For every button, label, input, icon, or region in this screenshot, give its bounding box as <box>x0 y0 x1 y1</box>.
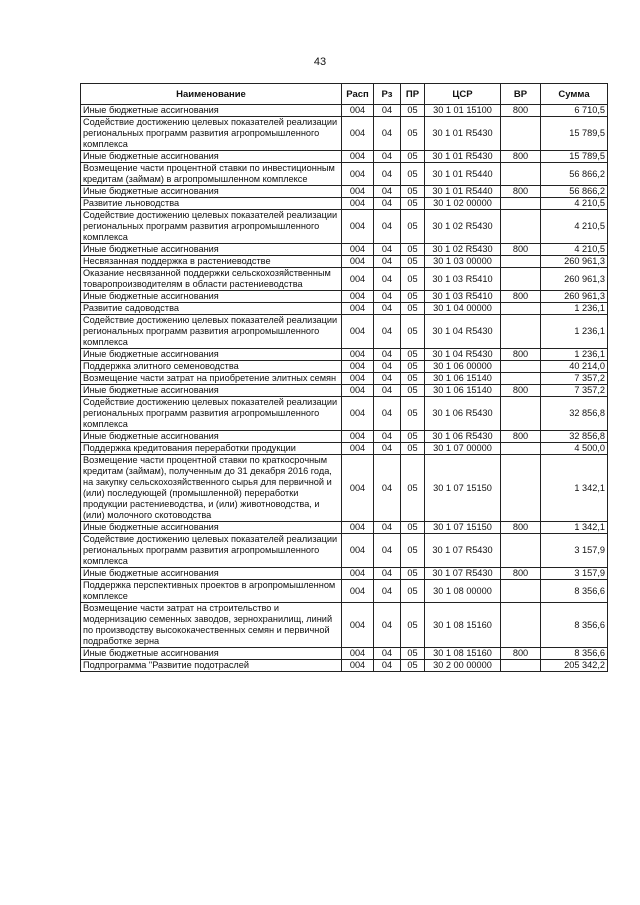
table-body <box>81 105 608 672</box>
cell-rasp: 004 <box>342 534 374 568</box>
cell-pr: 05 <box>401 105 425 117</box>
table-row <box>81 268 608 291</box>
cell-csr: 30 1 07 R5430 <box>425 534 501 568</box>
cell-pr: 05 <box>401 385 425 397</box>
cell-csr: 30 1 01 R5440 <box>425 163 501 186</box>
cell-pr: 05 <box>401 580 425 603</box>
cell-rasp: 004 <box>342 117 374 151</box>
table-row <box>81 244 608 256</box>
cell-vr: 800 <box>501 291 541 303</box>
cell-rasp: 004 <box>342 268 374 291</box>
cell-csr: 30 1 01 15100 <box>425 105 501 117</box>
cell-rasp: 004 <box>342 244 374 256</box>
header-pr: ПР <box>401 84 425 105</box>
cell-rasp: 004 <box>342 291 374 303</box>
table-row <box>81 151 608 163</box>
table-row <box>81 163 608 186</box>
cell-csr: 30 1 06 R5430 <box>425 397 501 431</box>
table-row <box>81 303 608 315</box>
cell-name: Содействие достижению целевых показателей реализации региональных программ развития агропромышленного комплекса <box>81 210 342 244</box>
table-row <box>81 443 608 455</box>
cell-rasp: 004 <box>342 210 374 244</box>
cell-csr: 30 1 07 15150 <box>425 455 501 522</box>
cell-rasp: 004 <box>342 603 374 648</box>
cell-vr <box>501 580 541 603</box>
cell-name: Содействие достижению целевых показателей реализации региональных программ развития агропромышленного комплекса <box>81 315 342 349</box>
table-row <box>81 256 608 268</box>
cell-vr <box>501 210 541 244</box>
cell-rz: 04 <box>374 198 401 210</box>
cell-rz: 04 <box>374 455 401 522</box>
cell-csr: 30 1 07 00000 <box>425 443 501 455</box>
table-row <box>81 580 608 603</box>
cell-vr <box>501 455 541 522</box>
cell-rz: 04 <box>374 186 401 198</box>
cell-pr: 05 <box>401 315 425 349</box>
cell-csr: 30 1 06 00000 <box>425 361 501 373</box>
table-row <box>81 105 608 117</box>
cell-vr: 800 <box>501 568 541 580</box>
cell-rasp: 004 <box>342 361 374 373</box>
cell-csr: 30 1 01 R5440 <box>425 186 501 198</box>
cell-sum: 8 356,6 <box>541 580 608 603</box>
header-csr: ЦСР <box>425 84 501 105</box>
table-row <box>81 385 608 397</box>
cell-sum: 1 342,1 <box>541 455 608 522</box>
cell-pr: 05 <box>401 443 425 455</box>
cell-rasp: 004 <box>342 568 374 580</box>
header-rz: Рз <box>374 84 401 105</box>
cell-rz: 04 <box>374 315 401 349</box>
cell-rz: 04 <box>374 522 401 534</box>
cell-name: Содействие достижению целевых показателей реализации региональных программ развития агропромышленного комплекса <box>81 397 342 431</box>
cell-rz: 04 <box>374 303 401 315</box>
page-number: 43 <box>313 56 327 68</box>
cell-rz: 04 <box>374 648 401 660</box>
cell-vr <box>501 443 541 455</box>
cell-pr: 05 <box>401 522 425 534</box>
cell-sum: 260 961,3 <box>541 291 608 303</box>
cell-pr: 05 <box>401 291 425 303</box>
cell-sum: 8 356,6 <box>541 603 608 648</box>
cell-rasp: 004 <box>342 443 374 455</box>
cell-rz: 04 <box>374 163 401 186</box>
cell-rz: 04 <box>374 291 401 303</box>
cell-name: Поддержка элитного семеноводства <box>81 361 342 373</box>
cell-rasp: 004 <box>342 660 374 672</box>
cell-pr: 05 <box>401 455 425 522</box>
cell-name: Иные бюджетные ассигнования <box>81 522 342 534</box>
cell-csr: 30 1 06 15140 <box>425 385 501 397</box>
cell-sum: 6 710,5 <box>541 105 608 117</box>
cell-csr: 30 1 06 R5430 <box>425 431 501 443</box>
table-row <box>81 568 608 580</box>
cell-name: Содействие достижению целевых показателей реализации региональных программ развития агропромышленного комплекса <box>81 117 342 151</box>
cell-rasp: 004 <box>342 373 374 385</box>
cell-csr: 30 1 06 15140 <box>425 373 501 385</box>
cell-sum: 1 236,1 <box>541 315 608 349</box>
cell-rz: 04 <box>374 244 401 256</box>
cell-sum: 4 210,5 <box>541 244 608 256</box>
cell-name: Иные бюджетные ассигнования <box>81 385 342 397</box>
cell-pr: 05 <box>401 603 425 648</box>
cell-rasp: 004 <box>342 256 374 268</box>
cell-csr: 30 1 07 R5430 <box>425 568 501 580</box>
table-row <box>81 603 608 648</box>
cell-sum: 32 856,8 <box>541 431 608 443</box>
cell-vr <box>501 303 541 315</box>
cell-vr: 800 <box>501 244 541 256</box>
cell-sum: 7 357,2 <box>541 385 608 397</box>
cell-sum: 4 500,0 <box>541 443 608 455</box>
cell-name: Развитие садоводства <box>81 303 342 315</box>
cell-name: Иные бюджетные ассигнования <box>81 291 342 303</box>
cell-sum: 260 961,3 <box>541 268 608 291</box>
cell-pr: 05 <box>401 151 425 163</box>
cell-rz: 04 <box>374 397 401 431</box>
cell-vr: 800 <box>501 186 541 198</box>
cell-rz: 04 <box>374 443 401 455</box>
cell-rasp: 004 <box>342 455 374 522</box>
cell-rz: 04 <box>374 117 401 151</box>
cell-name: Иные бюджетные ассигнования <box>81 151 342 163</box>
cell-rz: 04 <box>374 534 401 568</box>
cell-name: Иные бюджетные ассигнования <box>81 186 342 198</box>
cell-pr: 05 <box>401 268 425 291</box>
table-row <box>81 186 608 198</box>
cell-sum: 56 866,2 <box>541 186 608 198</box>
cell-pr: 05 <box>401 198 425 210</box>
cell-sum: 7 357,2 <box>541 373 608 385</box>
cell-rasp: 004 <box>342 522 374 534</box>
cell-sum: 4 210,5 <box>541 198 608 210</box>
cell-vr <box>501 534 541 568</box>
cell-sum: 205 342,2 <box>541 660 608 672</box>
cell-vr: 800 <box>501 522 541 534</box>
cell-name: Иные бюджетные ассигнования <box>81 244 342 256</box>
cell-csr: 30 1 08 15160 <box>425 648 501 660</box>
table-row <box>81 291 608 303</box>
cell-csr: 30 1 04 00000 <box>425 303 501 315</box>
cell-rasp: 004 <box>342 397 374 431</box>
cell-vr <box>501 117 541 151</box>
cell-rz: 04 <box>374 580 401 603</box>
table-row <box>81 455 608 522</box>
cell-vr <box>501 603 541 648</box>
cell-vr <box>501 198 541 210</box>
cell-vr: 800 <box>501 431 541 443</box>
cell-sum: 1 236,1 <box>541 303 608 315</box>
table-row <box>81 431 608 443</box>
cell-rasp: 004 <box>342 163 374 186</box>
cell-pr: 05 <box>401 361 425 373</box>
cell-csr: 30 1 01 R5430 <box>425 151 501 163</box>
cell-name: Иные бюджетные ассигнования <box>81 105 342 117</box>
cell-name: Иные бюджетные ассигнования <box>81 568 342 580</box>
cell-csr: 30 1 08 00000 <box>425 580 501 603</box>
cell-vr <box>501 660 541 672</box>
cell-rasp: 004 <box>342 186 374 198</box>
cell-name: Иные бюджетные ассигнования <box>81 349 342 361</box>
cell-pr: 05 <box>401 397 425 431</box>
cell-sum: 1 342,1 <box>541 522 608 534</box>
cell-name: Иные бюджетные ассигнования <box>81 431 342 443</box>
cell-sum: 8 356,6 <box>541 648 608 660</box>
cell-pr: 05 <box>401 210 425 244</box>
table-row <box>81 522 608 534</box>
table-row <box>81 210 608 244</box>
cell-pr: 05 <box>401 568 425 580</box>
cell-name: Поддержка перспективных проектов в агропромышленном комплексе <box>81 580 342 603</box>
cell-name: Поддержка кредитования переработки продукции <box>81 443 342 455</box>
cell-rasp: 004 <box>342 315 374 349</box>
header-name: Наименование <box>81 84 342 105</box>
cell-rz: 04 <box>374 361 401 373</box>
cell-sum: 260 961,3 <box>541 256 608 268</box>
cell-sum: 40 214,0 <box>541 361 608 373</box>
cell-name: Возмещение части затрат на строительство и модернизацию семенных заводов, зернохранилищ, линий по производству высококачественных семян и первичной подработке зерна <box>81 603 342 648</box>
cell-csr: 30 1 01 R5430 <box>425 117 501 151</box>
table-row <box>81 198 608 210</box>
table-row <box>81 117 608 151</box>
cell-rz: 04 <box>374 349 401 361</box>
cell-rz: 04 <box>374 151 401 163</box>
cell-csr: 30 1 02 00000 <box>425 198 501 210</box>
cell-name: Содействие достижению целевых показателей реализации региональных программ развития агропромышленного комплекса <box>81 534 342 568</box>
table-row <box>81 373 608 385</box>
table-row <box>81 397 608 431</box>
cell-rz: 04 <box>374 105 401 117</box>
cell-sum: 1 236,1 <box>541 349 608 361</box>
cell-rz: 04 <box>374 431 401 443</box>
cell-pr: 05 <box>401 303 425 315</box>
cell-sum: 15 789,5 <box>541 151 608 163</box>
cell-rz: 04 <box>374 568 401 580</box>
cell-sum: 32 856,8 <box>541 397 608 431</box>
cell-pr: 05 <box>401 660 425 672</box>
cell-vr <box>501 361 541 373</box>
cell-rz: 04 <box>374 210 401 244</box>
cell-csr: 30 1 03 R5410 <box>425 268 501 291</box>
cell-rz: 04 <box>374 268 401 291</box>
cell-sum: 56 866,2 <box>541 163 608 186</box>
cell-rz: 04 <box>374 385 401 397</box>
cell-csr: 30 1 02 R5430 <box>425 210 501 244</box>
cell-name: Возмещение части процентной ставки по инвестиционным кредитам (займам) в агропромышленном комплексе <box>81 163 342 186</box>
cell-vr: 800 <box>501 648 541 660</box>
cell-rasp: 004 <box>342 303 374 315</box>
cell-name: Оказание несвязанной поддержки сельскохозяйственным товаропроизводителям в области растениеводства <box>81 268 342 291</box>
cell-rz: 04 <box>374 603 401 648</box>
cell-rz: 04 <box>374 373 401 385</box>
cell-rasp: 004 <box>342 648 374 660</box>
cell-rz: 04 <box>374 256 401 268</box>
cell-vr <box>501 315 541 349</box>
cell-csr: 30 1 04 R5430 <box>425 349 501 361</box>
cell-rasp: 004 <box>342 431 374 443</box>
cell-rasp: 004 <box>342 580 374 603</box>
cell-csr: 30 1 07 15150 <box>425 522 501 534</box>
cell-sum: 3 157,9 <box>541 568 608 580</box>
table-row <box>81 648 608 660</box>
cell-pr: 05 <box>401 431 425 443</box>
cell-rasp: 004 <box>342 105 374 117</box>
table-row <box>81 534 608 568</box>
cell-pr: 05 <box>401 163 425 186</box>
cell-pr: 05 <box>401 648 425 660</box>
cell-vr <box>501 163 541 186</box>
cell-name: Развитие льноводства <box>81 198 342 210</box>
cell-name: Возмещение части процентной ставки по краткосрочным кредитам (займам), полученным до 31 декабря 2016 года, на закупку сельскохозяйственного сырья для первичной и (или) последующей (промышленной) переработки продукции растениеводства, и (или) животноводства, и (или) молочного скотоводства <box>81 455 342 522</box>
cell-name: Несвязанная поддержка в растениеводстве <box>81 256 342 268</box>
cell-sum: 4 210,5 <box>541 210 608 244</box>
table-row <box>81 349 608 361</box>
header-rasp: Расп <box>342 84 374 105</box>
cell-vr: 800 <box>501 385 541 397</box>
cell-sum: 15 789,5 <box>541 117 608 151</box>
cell-csr: 30 2 00 00000 <box>425 660 501 672</box>
cell-csr: 30 1 04 R5430 <box>425 315 501 349</box>
table-row <box>81 361 608 373</box>
cell-pr: 05 <box>401 349 425 361</box>
cell-rz: 04 <box>374 660 401 672</box>
cell-pr: 05 <box>401 256 425 268</box>
cell-rasp: 004 <box>342 385 374 397</box>
table-header-row <box>81 84 608 105</box>
cell-csr: 30 1 02 R5430 <box>425 244 501 256</box>
cell-sum: 3 157,9 <box>541 534 608 568</box>
cell-name: Возмещение части затрат на приобретение элитных семян <box>81 373 342 385</box>
cell-vr: 800 <box>501 349 541 361</box>
cell-pr: 05 <box>401 117 425 151</box>
cell-name: Иные бюджетные ассигнования <box>81 648 342 660</box>
cell-name: Подпрограмма "Развитие подотраслей <box>81 660 342 672</box>
cell-pr: 05 <box>401 373 425 385</box>
cell-csr: 30 1 08 15160 <box>425 603 501 648</box>
cell-pr: 05 <box>401 186 425 198</box>
header-vr: ВР <box>501 84 541 105</box>
cell-pr: 05 <box>401 534 425 568</box>
cell-vr <box>501 268 541 291</box>
table-row <box>81 315 608 349</box>
cell-csr: 30 1 03 00000 <box>425 256 501 268</box>
budget-table <box>80 83 608 672</box>
table-row <box>81 660 608 672</box>
cell-rasp: 004 <box>342 198 374 210</box>
cell-vr <box>501 256 541 268</box>
cell-pr: 05 <box>401 244 425 256</box>
cell-vr <box>501 397 541 431</box>
cell-rasp: 004 <box>342 349 374 361</box>
cell-vr: 800 <box>501 105 541 117</box>
cell-csr: 30 1 03 R5410 <box>425 291 501 303</box>
cell-vr: 800 <box>501 151 541 163</box>
header-sum: Сумма <box>541 84 608 105</box>
cell-vr <box>501 373 541 385</box>
cell-rasp: 004 <box>342 151 374 163</box>
